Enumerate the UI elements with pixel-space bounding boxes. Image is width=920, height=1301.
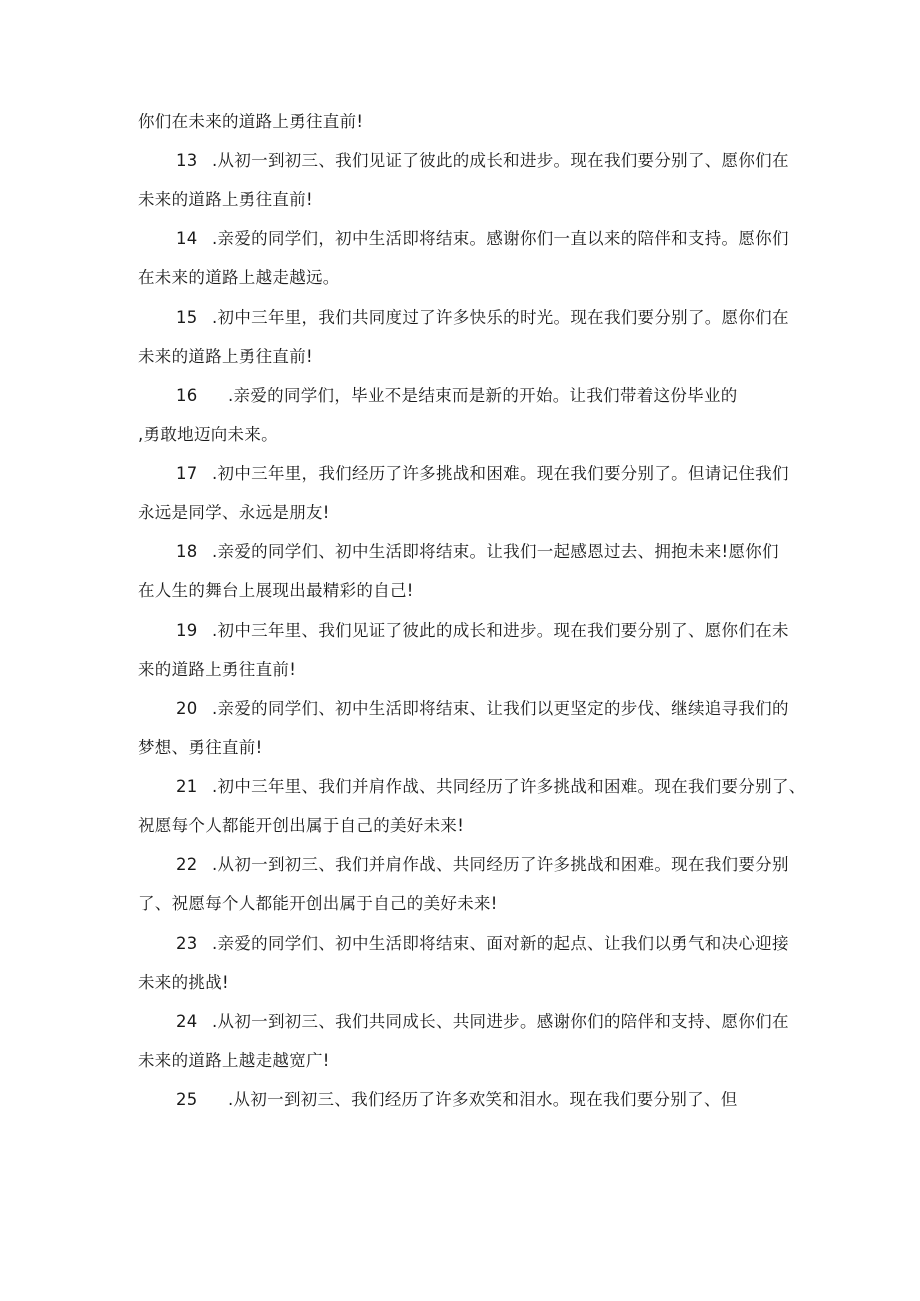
text-line: 未来的道路上勇往直前! xyxy=(138,347,313,366)
list-item-13: 13 .从初一到初三、我们见证了彼此的成长和进步。现在我们要分别了、愿你们在 xyxy=(0,147,920,175)
item-number: 24 xyxy=(176,1012,198,1031)
item-number: 22 xyxy=(176,855,198,874)
list-item-19: 19 .初中三年里、我们见证了彼此的成长和进步。现在我们要分别了、愿你们在未 xyxy=(0,617,920,645)
item-number: 21 xyxy=(176,777,198,796)
list-item-18: 18 .亲爱的同学们、初中生活即将结束。让我们一起感恩过去、拥抱未来!愿你们 xyxy=(0,538,920,566)
item-number: 19 xyxy=(176,621,198,640)
text-line: 你们在未来的道路上勇往直前! xyxy=(138,112,364,131)
item-number: 18 xyxy=(176,542,198,561)
item-number: 20 xyxy=(176,699,198,718)
text-line: 在人生的舞台上展现出最精彩的自己! xyxy=(138,581,414,600)
text-line: 祝愿每个人都能开创出属于自己的美好未来! xyxy=(138,816,465,835)
list-item-21: 21 .初中三年里、我们并肩作战、共同经历了许多挑战和困难。现在我们要分别了、 xyxy=(0,773,920,801)
list-item-24: 24 .从初一到初三、我们共同成长、共同进步。感谢你们的陪伴和支持、愿你们在 xyxy=(0,1008,920,1036)
text-line: 未来的挑战! xyxy=(138,973,229,992)
item-number: 23 xyxy=(176,934,198,953)
list-item-23: 23 .亲爱的同学们、初中生活即将结束、面对新的起点、让我们以勇气和决心迎接 xyxy=(0,930,920,958)
list-item-16: 16 .亲爱的同学们，毕业不是结束而是新的开始。让我们带着这份毕业的 xyxy=(0,382,920,410)
list-item-15: 15 .初中三年里，我们共同度过了许多快乐的时光。现在我们要分别了。愿你们在 xyxy=(0,304,920,332)
text-line: 永远是同学、永远是朋友! xyxy=(138,503,330,522)
text-line: 了、祝愿每个人都能开创出属于自己的美好未来! xyxy=(138,894,498,913)
item-number: 15 xyxy=(176,308,198,327)
item-number: 17 xyxy=(176,464,198,483)
list-item-25: 25 .从初一到初三、我们经历了许多欢笑和泪水。现在我们要分别了、但 xyxy=(0,1086,920,1114)
list-item-20: 20 .亲爱的同学们、初中生活即将结束、让我们以更坚定的步伐、继续追寻我们的 xyxy=(0,695,920,723)
text-line: 未来的道路上越走越宽广! xyxy=(138,1051,330,1070)
text-line: 梦想、勇往直前! xyxy=(138,738,263,757)
item-number: 13 xyxy=(176,151,198,170)
text-line: ,勇敢地迈向未来。 xyxy=(138,425,278,444)
text-line: 来的道路上勇往直前! xyxy=(138,660,297,679)
list-item-22: 22 .从初一到初三、我们并肩作战、共同经历了许多挑战和困难。现在我们要分别 xyxy=(0,851,920,879)
list-item-17: 17 .初中三年里，我们经历了许多挑战和困难。现在我们要分别了。但请记住我们 xyxy=(0,460,920,488)
text-line: 在未来的道路上越走越远。 xyxy=(138,268,340,287)
item-number: 25 xyxy=(176,1090,198,1109)
text-line: 未来的道路上勇往直前! xyxy=(138,190,313,209)
list-item-14: 14 .亲爱的同学们，初中生活即将结束。感谢你们一直以来的陪伴和支持。愿你们 xyxy=(0,225,920,253)
item-number: 14 xyxy=(176,229,198,248)
item-number: 16 xyxy=(176,386,198,405)
